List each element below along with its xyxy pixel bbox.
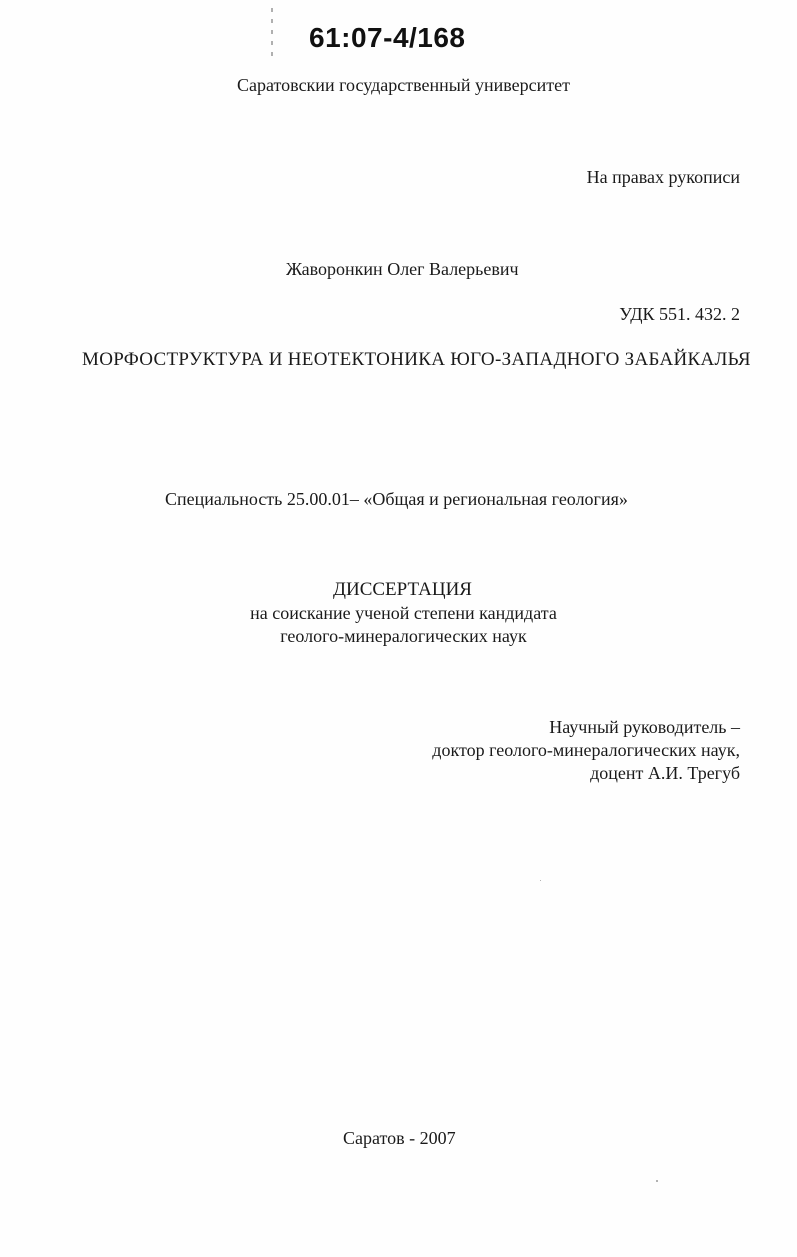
degree-line-2: геолого-минералогических наук xyxy=(280,626,527,646)
dissertation-heading: ДИССЕРТАЦИЯ xyxy=(333,579,472,600)
supervisor-line-2: доктор геолого-минералогических наук, xyxy=(432,740,740,760)
city-year: Саратов - 2007 xyxy=(343,1128,456,1148)
udc-code: УДК 551. 432. 2 xyxy=(619,304,740,324)
specialty-line: Специальность 25.00.01– «Общая и региональная геология» xyxy=(165,489,628,509)
scan-speck xyxy=(540,880,541,881)
university-name: Саратовскии государственный университет xyxy=(237,75,570,95)
dissertation-title: МОРФОСТРУКТУРА И НЕОТЕКТОНИКА ЮГО-ЗАПАДНОГО ЗАБАЙКАЛЬЯ xyxy=(82,349,751,370)
archive-code-stamp: 61:07-4/168 xyxy=(309,22,466,53)
supervisor-line-1: Научный руководитель – xyxy=(549,717,740,737)
binding-marks xyxy=(271,8,274,64)
scan-speck xyxy=(656,1180,658,1182)
degree-line-1: на соискание ученой степени кандидата xyxy=(250,603,557,623)
supervisor-line-3: доцент А.И. Трегуб xyxy=(590,763,740,783)
manuscript-rights-note: На правах рукописи xyxy=(586,167,740,187)
author-name: Жаворонкин Олег Валерьевич xyxy=(286,259,519,279)
